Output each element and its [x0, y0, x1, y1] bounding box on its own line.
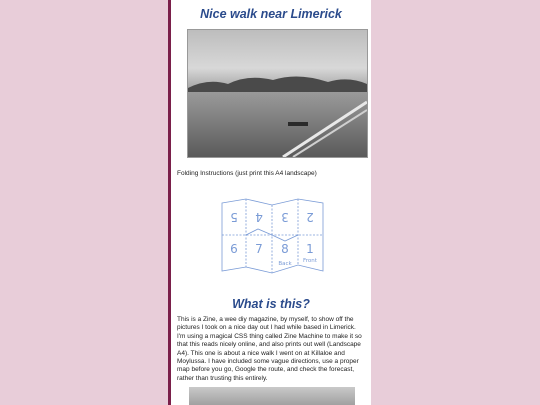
intro-paragraph: This is a Zine, a wee diy magazine, by myself, to show off the pictures I took on a nice day out I had while based in Limerick. I'm using a magical CSS thing called Zine Machine to make it so that this reads nicely online, and also prints out well (Landscape A4). This one is about a nice walk I went on at Killaloe and Moylussa. I have included some vague directions, use a proper map before you go, Google the route, and check the forecast, rather than trusting this entirely. [177, 316, 362, 382]
zine-page [168, 0, 371, 405]
panel-3: 3 [281, 210, 289, 224]
panel-8: 8 [281, 242, 289, 256]
panel-4: 4 [255, 210, 263, 224]
folding-caption: Folding Instructions (just print this A4 landscape) [177, 170, 317, 177]
panel-7: 7 [255, 242, 263, 256]
panel-6: 6 [230, 242, 238, 256]
bridge-railing [188, 30, 367, 157]
second-photo [189, 387, 355, 405]
folding-diagram [220, 197, 325, 275]
panel-2: 2 [306, 210, 314, 224]
panel-1: 1 [306, 242, 314, 256]
back-label: Back [278, 261, 292, 267]
front-label: Front [303, 258, 317, 264]
section-heading: What is this? [232, 297, 310, 311]
page-title: Nice walk near Limerick [200, 7, 342, 21]
panel-5: 5 [230, 210, 238, 224]
river-photo [187, 29, 368, 158]
